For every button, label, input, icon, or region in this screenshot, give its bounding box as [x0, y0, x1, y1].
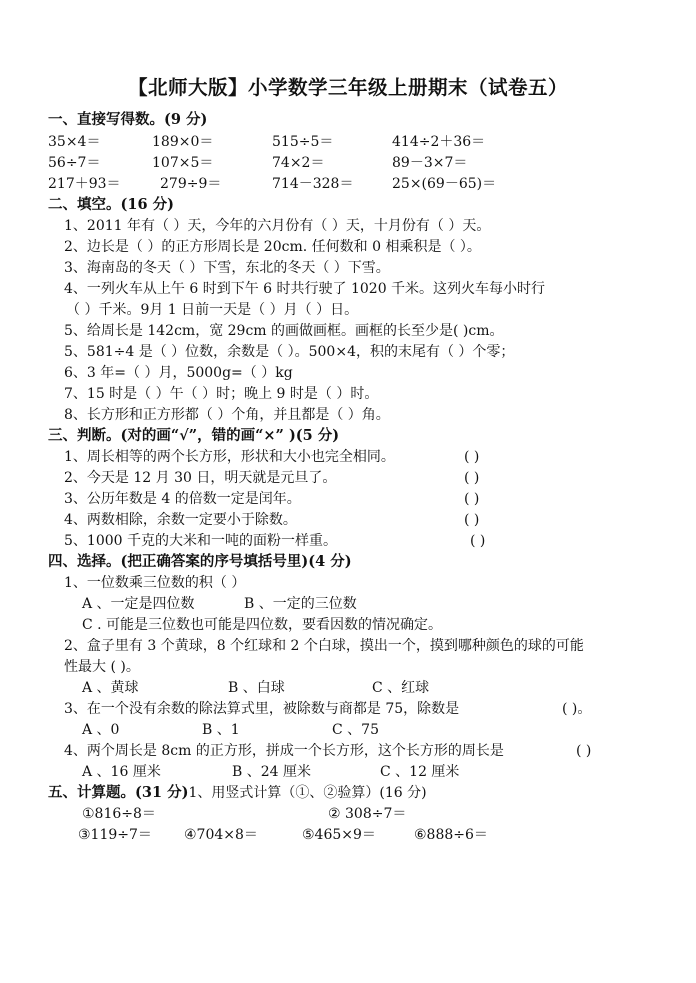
- vertical-calc-item: ⑥888÷6＝: [414, 827, 488, 843]
- vertical-calc-item: ③119÷7＝: [78, 827, 152, 843]
- section-5-heading-line: [48, 785, 427, 801]
- section-5-subheading: 1、用竖式计算（①、②验算）(16 分): [188, 785, 427, 801]
- judge-item: 3、公历年数是 4 的倍数一定是闰年。: [64, 491, 301, 507]
- judge-item: 5、1000 千克的大米和一吨的面粉一样重。: [64, 533, 337, 549]
- fill-item: （ ）千米。9月 1 日前一天是（ ）月（ ）日。: [66, 302, 359, 318]
- vertical-calc-item: ①816÷8＝: [82, 806, 156, 822]
- choice-option: B 、1: [202, 722, 240, 738]
- calc-item: 74×2＝: [272, 155, 325, 171]
- calc-item: 414÷2＋36＝: [392, 134, 486, 150]
- calc-item: 714－328＝: [272, 176, 354, 192]
- choice-question: 性最大 ( )。: [64, 659, 140, 675]
- calc-item: 35×4＝: [48, 134, 101, 150]
- fill-item: 5、给周长是 142cm，宽 29cm 的画做画框。画框的长至少是( )cm。: [64, 323, 504, 339]
- choice-option: C 、红球: [372, 680, 430, 696]
- choice-option: C 、12 厘米: [380, 764, 460, 780]
- choice-option: B 、一定的三位数: [244, 596, 357, 612]
- choice-option: C . 可能是三位数也可能是四位数，要看因数的情况确定。: [82, 617, 443, 633]
- calc-item: 217＋93＝: [48, 176, 121, 192]
- section-1-heading: 一、直接写得数。(9 分): [48, 111, 208, 128]
- fill-item: 7、15 时是（ ）午（ ）时；晚上 9 时是（ ）时。: [64, 386, 379, 402]
- choice-option: B 、白球: [228, 680, 285, 696]
- vertical-calc-item: ② 308÷7＝: [328, 806, 407, 822]
- answer-parens: ( ): [464, 512, 480, 528]
- choice-option: C 、75: [332, 722, 379, 738]
- fill-item: 8、长方形和正方形都（ ）个角，并且都是（ ）角。: [64, 407, 390, 423]
- judge-item: 2、今天是 12 月 30 日，明天就是元旦了。: [64, 470, 337, 486]
- choice-option: A 、0: [82, 722, 120, 738]
- choice-question: 2、盒子里有 3 个黄球，8 个红球和 2 个白球，摸出一个，摸到哪种颜色的球的可能: [64, 638, 584, 654]
- section-3-heading: 三、判断。(对的画“√”，错的画“×” )(5 分): [48, 427, 340, 444]
- choice-option: A 、黄球: [82, 680, 139, 696]
- calc-item: 56÷7＝: [48, 155, 101, 171]
- choice-question: 4、两个周长是 8cm 的正方形，拼成一个长方形，这个长方形的周长是: [64, 743, 504, 759]
- calc-item: 107×5＝: [152, 155, 214, 171]
- fill-item: 2、边长是（ ）的正方形周长是 20cm. 任何数和 0 相乘积是（ ）。: [64, 239, 481, 255]
- section-5-heading: 五、计算题。(31 分): [48, 784, 189, 801]
- judge-item: 1、周长相等的两个长方形，形状和大小也完全相同。: [64, 449, 395, 465]
- choice-question: 1、一位数乘三位数的积（ ）: [64, 575, 246, 591]
- calc-item: 189×0＝: [152, 134, 214, 150]
- calc-item: 279÷9＝: [160, 176, 222, 192]
- calc-item: 89－3×7＝: [392, 155, 468, 171]
- choice-option: A 、16 厘米: [82, 764, 161, 780]
- answer-parens: ( ): [464, 491, 480, 507]
- choice-option: A 、一定是四位数: [82, 596, 195, 612]
- section-2-heading: 二、填空。(16 分): [48, 196, 174, 213]
- vertical-calc-item: ④704×8＝: [184, 827, 258, 843]
- answer-parens: ( ): [470, 533, 486, 549]
- calc-item: 25×(69－65)＝: [392, 176, 497, 192]
- fill-item: 1、2011 年有（ ）天，今年的六月份有（ ）天，十月份有（ ）天。: [64, 218, 491, 234]
- answer-parens: ( ): [576, 743, 592, 759]
- fill-item: 3、海南岛的冬天（ ）下雪，东北的冬天（ ）下雪。: [64, 260, 390, 276]
- vertical-calc-item: ⑤465×9＝: [302, 827, 376, 843]
- answer-parens: ( ): [464, 449, 480, 465]
- section-4-heading: 四、选择。(把正确答案的序号填括号里)(4 分): [48, 553, 352, 570]
- answer-parens: ( )。: [562, 701, 592, 717]
- calc-item: 515÷5＝: [272, 134, 334, 150]
- choice-option: B 、24 厘米: [232, 764, 312, 780]
- choice-question: 3、在一个没有余数的除法算式里，被除数与商都是 75，除数是: [64, 701, 460, 717]
- fill-item: 5、581÷4 是（ ）位数，余数是（ ）。500×4，积的末尾有（ ）个零；: [64, 344, 515, 360]
- fill-item: 4、一列火车从上午 6 时到下午 6 时共行驶了 1020 千米。这列火车每小时行: [64, 281, 546, 297]
- judge-item: 4、两数相除，余数一定要小于除数。: [64, 512, 297, 528]
- page-title: 【北师大版】小学数学三年级上册期末（试卷五）: [127, 76, 568, 99]
- answer-parens: ( ): [464, 470, 480, 486]
- fill-item: 6、3 年=（ ）月，5000g=（ ）kg: [64, 365, 293, 381]
